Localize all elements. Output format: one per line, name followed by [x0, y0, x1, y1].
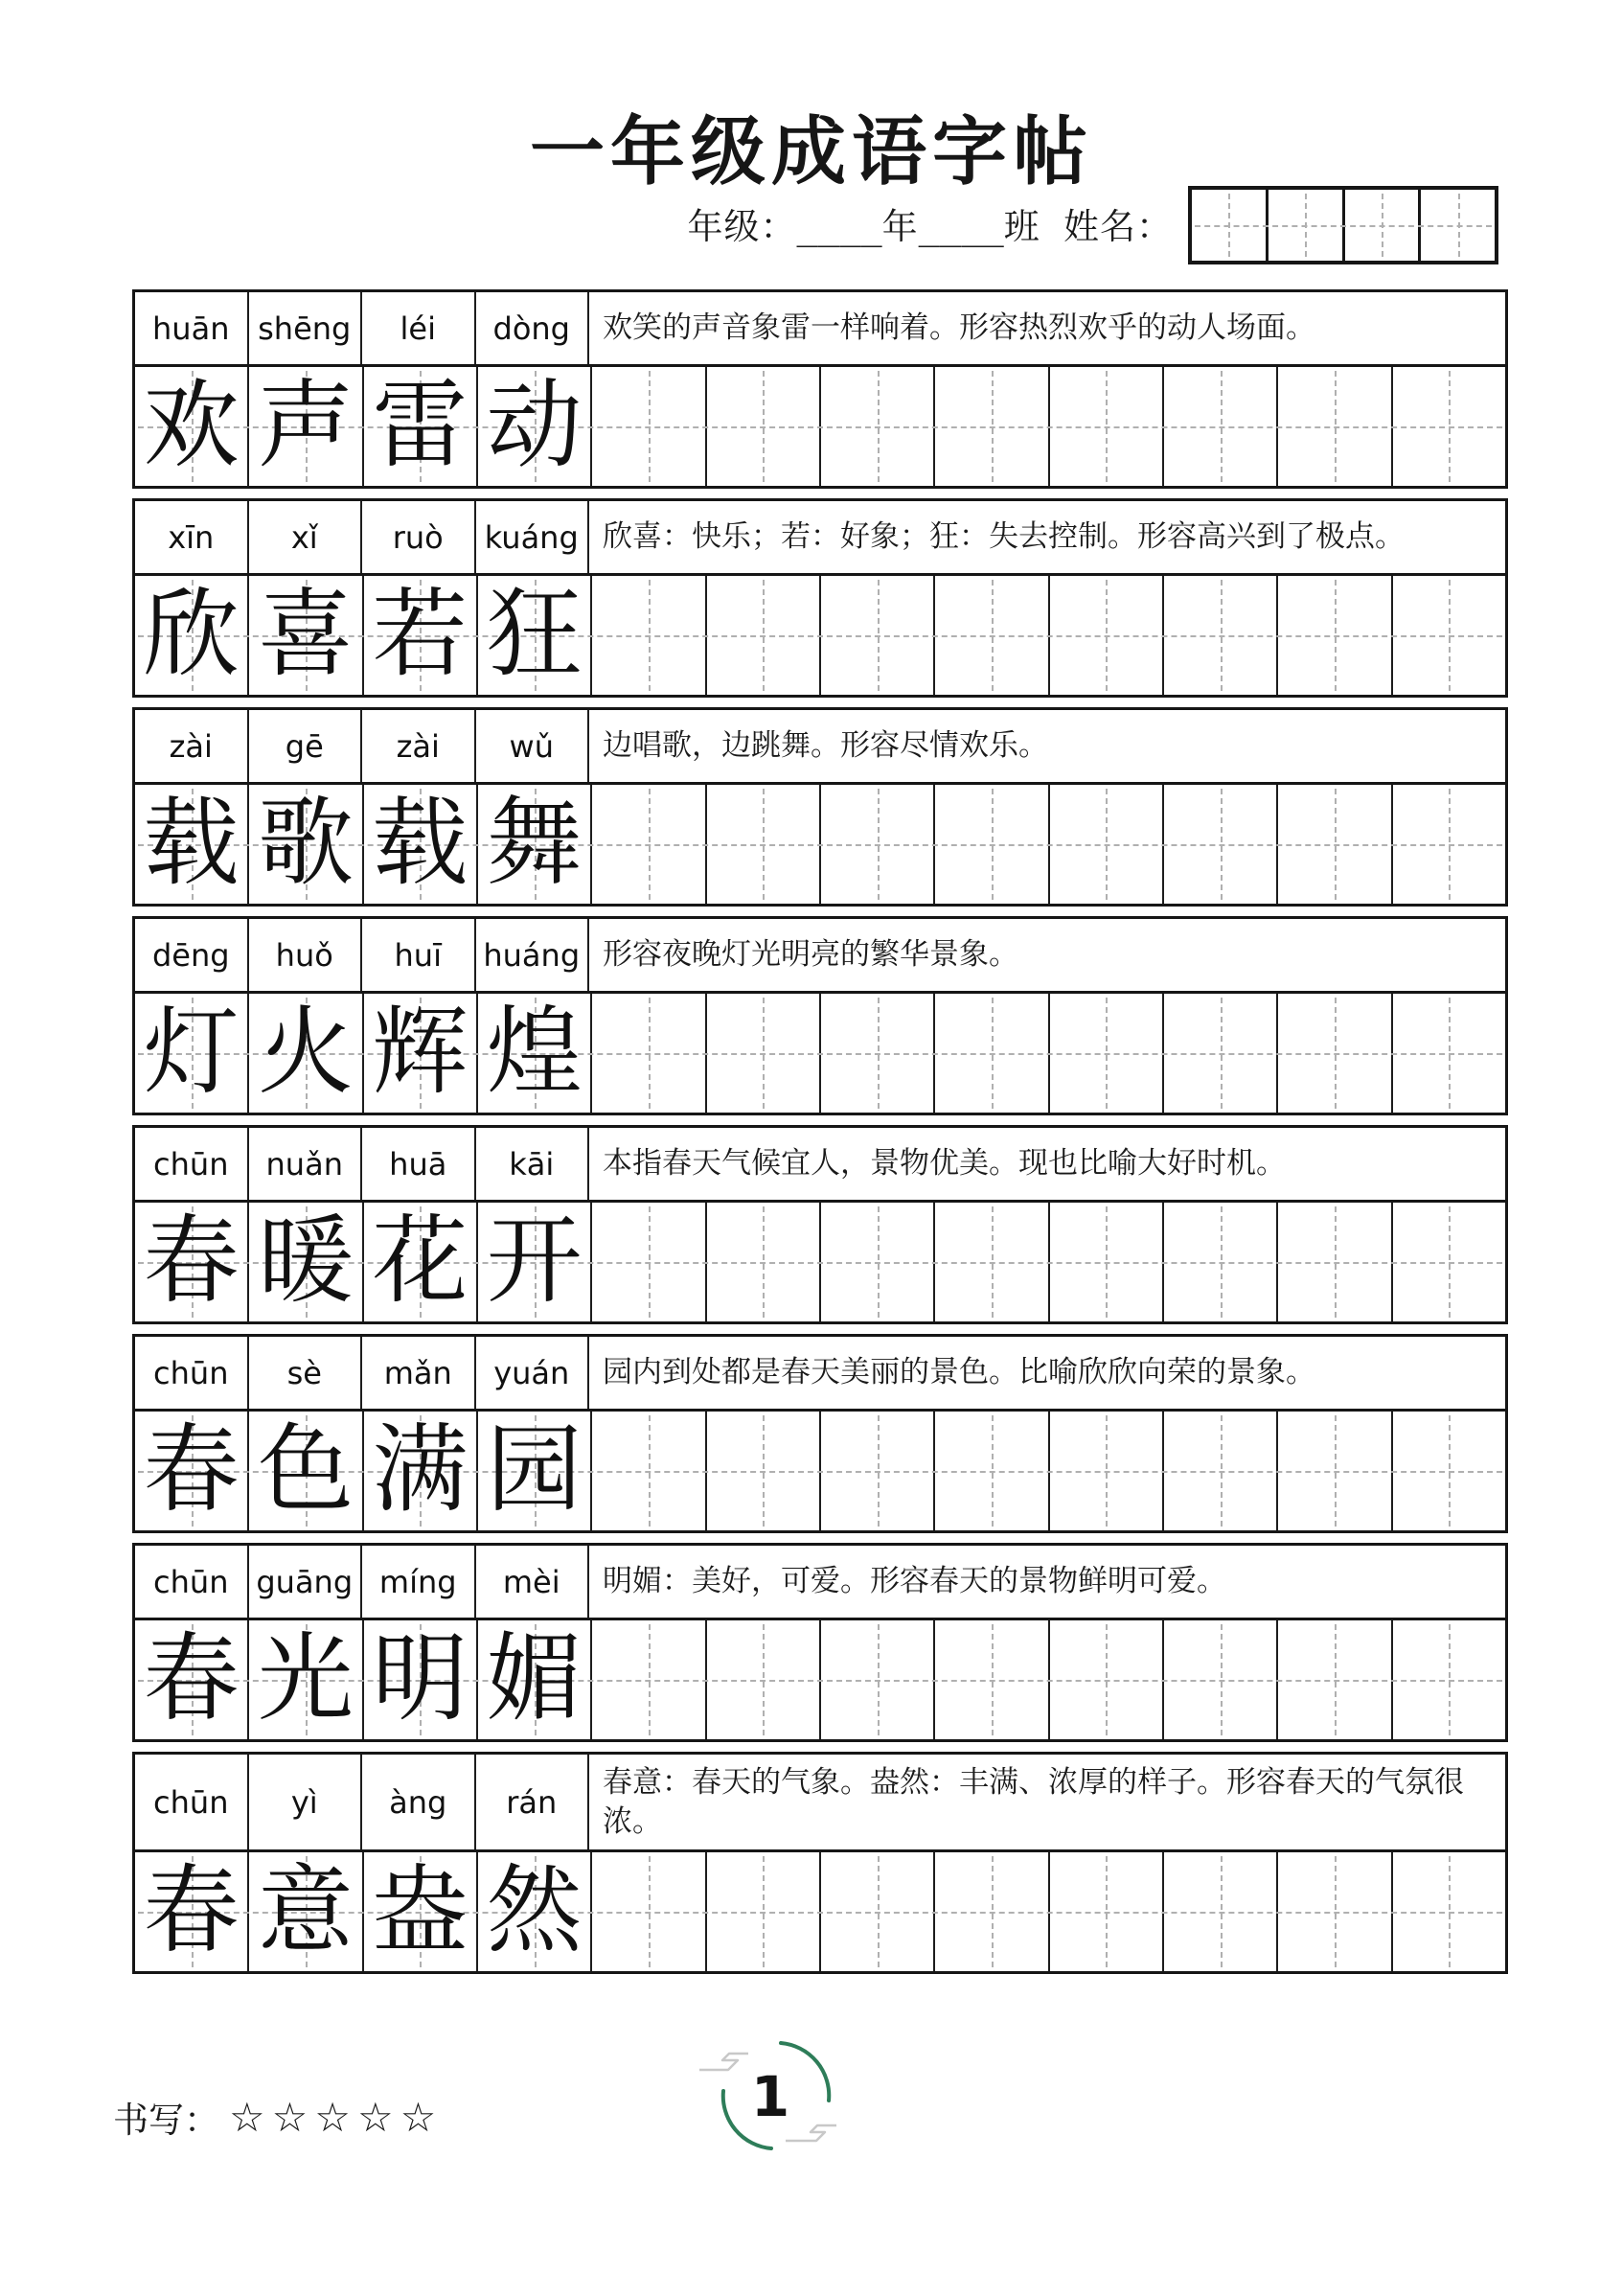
- pinyin-cell: [135, 1128, 249, 1200]
- practice-cell: [592, 994, 706, 1113]
- pinyin-text: gē: [285, 727, 324, 765]
- practice-cell: [592, 785, 706, 904]
- idiom-description: [589, 1755, 1505, 1849]
- idiom-blocks-list: [132, 289, 1508, 1984]
- practice-cell: [935, 785, 1049, 904]
- idiom-character-cell: [249, 576, 363, 695]
- pinyin-text: nuǎn: [265, 1145, 343, 1182]
- idiom-character: 灯: [143, 999, 240, 1106]
- practice-cell: [707, 576, 821, 695]
- idiom-character-cell: [135, 1412, 249, 1530]
- pinyin-cell: [249, 710, 363, 782]
- pinyin-text: xīn: [168, 518, 215, 556]
- pinyin-cell: [135, 292, 249, 364]
- idiom-character-cell: [364, 785, 478, 904]
- idiom-character: 若: [372, 582, 469, 688]
- writing-label: 书写：: [113, 2101, 219, 2141]
- pinyin-cell: [362, 1128, 476, 1200]
- practice-cell: [821, 367, 935, 486]
- idiom-character: 春: [143, 1858, 240, 1964]
- name-grid-cell: [1345, 190, 1422, 261]
- idiom-description: [589, 1546, 1505, 1618]
- idiom-block: [132, 1125, 1508, 1324]
- pinyin-text: wǔ: [509, 727, 554, 765]
- idiom-description: [589, 292, 1505, 364]
- practice-cell: [935, 1203, 1049, 1321]
- pinyin-text: chūn: [153, 1145, 229, 1182]
- idiom-character: 盎: [372, 1858, 469, 1964]
- pinyin-cell: [249, 919, 363, 991]
- pinyin-cell: [362, 292, 476, 364]
- pinyin-text: kuáng: [484, 518, 579, 556]
- idiom-character-cell: [249, 1852, 363, 1971]
- header-line: [688, 186, 1498, 264]
- practice-cell: [707, 1412, 821, 1530]
- practice-cell: [707, 994, 821, 1113]
- idiom-character: 花: [372, 1208, 469, 1315]
- practice-cell: [1278, 1620, 1392, 1739]
- idiom-character-cell: [249, 1620, 363, 1739]
- practice-cell: [592, 1412, 706, 1530]
- idiom-character: 暖: [257, 1208, 354, 1315]
- practice-cell: [1050, 1412, 1164, 1530]
- character-row: [135, 367, 1505, 486]
- pinyin-text: xǐ: [290, 518, 318, 556]
- practice-cell: [1050, 994, 1164, 1113]
- idiom-character: 火: [257, 999, 354, 1106]
- practice-cell: [1050, 1620, 1164, 1739]
- practice-cell: [707, 1620, 821, 1739]
- pinyin-row: [135, 1546, 1505, 1620]
- idiom-character: 载: [372, 791, 469, 897]
- practice-cell: [935, 1412, 1049, 1530]
- character-row: [135, 1412, 1505, 1530]
- pinyin-cell: [135, 1546, 249, 1618]
- character-row: [135, 1852, 1505, 1971]
- name-grid-cell: [1269, 190, 1345, 261]
- page-number: 1: [750, 2064, 790, 2129]
- idiom-character: 舞: [486, 791, 583, 897]
- practice-cell: [1050, 1203, 1164, 1321]
- practice-cell: [1278, 367, 1392, 486]
- idiom-character: 春: [143, 1208, 240, 1315]
- practice-cell: [821, 1620, 935, 1739]
- pinyin-row: [135, 1128, 1505, 1203]
- idiom-description-text: 本指春天气候宜人，景物优美。现也比喻大好时机。: [603, 1146, 1286, 1181]
- idiom-character-cell: [135, 1852, 249, 1971]
- idiom-character: 狂: [486, 582, 583, 688]
- character-row: [135, 576, 1505, 695]
- practice-cell: [821, 1203, 935, 1321]
- idiom-character-cell: [478, 1620, 592, 1739]
- idiom-block: [132, 498, 1508, 698]
- idiom-description: [589, 1337, 1505, 1409]
- idiom-block: [132, 1752, 1508, 1974]
- pinyin-cell: [135, 1755, 249, 1849]
- idiom-character: 煌: [486, 999, 583, 1106]
- practice-cell: [1278, 994, 1392, 1113]
- practice-cell: [1278, 1203, 1392, 1321]
- practice-cell: [821, 994, 935, 1113]
- pinyin-cell: [249, 1128, 363, 1200]
- idiom-description: [589, 1128, 1505, 1200]
- pinyin-text: huān: [152, 310, 230, 347]
- pinyin-cell: [476, 1128, 590, 1200]
- pinyin-cell: [249, 501, 363, 573]
- practice-cell: [935, 994, 1049, 1113]
- idiom-description-text: 形容夜晚灯光明亮的繁华景象。: [603, 937, 1018, 972]
- idiom-character: 欢: [143, 373, 240, 479]
- idiom-character: 媚: [486, 1626, 583, 1733]
- idiom-character-cell: [135, 994, 249, 1113]
- idiom-description-text: 欢笑的声音象雷一样响着。形容热烈欢乎的动人场面。: [603, 310, 1315, 345]
- practice-cell: [1393, 785, 1505, 904]
- pinyin-cell: [362, 1546, 476, 1618]
- idiom-description-text: 园内到处都是春天美丽的景色。比喻欣欣向荣的景象。: [603, 1355, 1315, 1389]
- pinyin-text: míng: [378, 1563, 457, 1600]
- idiom-character-cell: [135, 1620, 249, 1739]
- idiom-character: 色: [257, 1417, 354, 1524]
- pinyin-text: guāng: [256, 1563, 354, 1600]
- pinyin-cell: [476, 1337, 590, 1409]
- pinyin-cell: [362, 919, 476, 991]
- practice-cell: [1278, 785, 1392, 904]
- practice-cell: [935, 576, 1049, 695]
- year-label: 年: [881, 208, 919, 247]
- grade-class-name-labels: [688, 197, 1173, 253]
- practice-cell: [1393, 367, 1505, 486]
- idiom-character-cell: [364, 1620, 478, 1739]
- character-row: [135, 785, 1505, 904]
- idiom-character: 喜: [257, 582, 354, 688]
- practice-cell: [1164, 1852, 1278, 1971]
- pinyin-text: rán: [506, 1783, 558, 1821]
- practice-cell: [1278, 1412, 1392, 1530]
- practice-cell: [1393, 1852, 1505, 1971]
- idiom-character: 辉: [372, 999, 469, 1106]
- idiom-character: 动: [486, 373, 583, 479]
- practice-cell: [1393, 994, 1505, 1113]
- pinyin-row: [135, 919, 1505, 994]
- practice-cell: [592, 367, 706, 486]
- pinyin-text: chūn: [153, 1563, 229, 1600]
- idiom-character: 开: [486, 1208, 583, 1315]
- practice-cell: [707, 367, 821, 486]
- pinyin-cell: [362, 1337, 476, 1409]
- pinyin-text: zài: [169, 727, 213, 765]
- pinyin-cell: [476, 292, 590, 364]
- idiom-character-cell: [364, 367, 478, 486]
- idiom-character-cell: [249, 994, 363, 1113]
- pinyin-cell: [362, 501, 476, 573]
- idiom-description-text: 春意：春天的气象。盎然：丰满、浓厚的样子。形容春天的气氛很浓。: [603, 1764, 1464, 1838]
- practice-cell: [1278, 576, 1392, 695]
- pinyin-row: [135, 710, 1505, 785]
- pinyin-text: mèi: [502, 1563, 560, 1600]
- practice-cell: [1050, 576, 1164, 695]
- character-row: [135, 1203, 1505, 1321]
- practice-cell: [935, 1852, 1049, 1971]
- idiom-character-cell: [135, 1203, 249, 1321]
- idiom-character-cell: [478, 576, 592, 695]
- pinyin-text: shēng: [258, 310, 352, 347]
- practice-cell: [821, 1852, 935, 1971]
- pinyin-cell: [135, 919, 249, 991]
- pinyin-text: mǎn: [383, 1354, 452, 1391]
- idiom-block: [132, 707, 1508, 907]
- practice-cell: [592, 1203, 706, 1321]
- idiom-character: 满: [372, 1417, 469, 1524]
- pinyin-row: [135, 1337, 1505, 1412]
- idiom-character-cell: [249, 1203, 363, 1321]
- idiom-character: 欣: [143, 582, 240, 688]
- name-grid: [1188, 186, 1498, 264]
- practice-cell: [707, 785, 821, 904]
- practice-cell: [821, 1412, 935, 1530]
- pinyin-text: yì: [290, 1783, 318, 1821]
- idiom-block: [132, 1334, 1508, 1533]
- pinyin-cell: [249, 1546, 363, 1618]
- pinyin-cell: [362, 1755, 476, 1849]
- idiom-character: 雷: [372, 373, 469, 479]
- page-title: 一年级成语字帖: [529, 110, 1093, 194]
- idiom-character: 意: [257, 1858, 354, 1964]
- pinyin-row: [135, 1755, 1505, 1852]
- idiom-character-cell: [135, 785, 249, 904]
- idiom-character: 歌: [257, 791, 354, 897]
- idiom-description: [589, 501, 1505, 573]
- pinyin-cell: [476, 1755, 590, 1849]
- practice-cell: [1393, 1620, 1505, 1739]
- idiom-character-cell: [364, 1412, 478, 1530]
- practice-cell: [1278, 1852, 1392, 1971]
- pinyin-text: ruò: [392, 518, 444, 556]
- star-rating: ☆☆☆☆☆: [229, 2097, 444, 2141]
- pinyin-cell: [249, 1337, 363, 1409]
- name-grid-cell: [1421, 190, 1495, 261]
- pinyin-text: huáng: [483, 936, 581, 974]
- character-row: [135, 994, 1505, 1113]
- grade-blank: ____: [796, 206, 882, 247]
- idiom-character-cell: [135, 576, 249, 695]
- idiom-character: 春: [143, 1626, 240, 1733]
- practice-cell: [821, 576, 935, 695]
- idiom-character-cell: [135, 367, 249, 486]
- idiom-description: [589, 710, 1505, 782]
- pinyin-cell: [476, 501, 590, 573]
- pinyin-text: yuán: [493, 1354, 570, 1391]
- page-number-ornament: [678, 2024, 876, 2177]
- idiom-character-cell: [478, 994, 592, 1113]
- idiom-description-text: 边唱歌，边跳舞。形容尽情欢乐。: [603, 728, 1048, 763]
- idiom-character-cell: [478, 367, 592, 486]
- idiom-character-cell: [364, 994, 478, 1113]
- pinyin-cell: [249, 1755, 363, 1849]
- practice-cell: [1164, 1412, 1278, 1530]
- class-label: 班: [1003, 208, 1040, 247]
- practice-cell: [592, 1852, 706, 1971]
- pinyin-text: chūn: [153, 1354, 229, 1391]
- pinyin-text: huī: [394, 936, 442, 974]
- practice-cell: [1393, 1203, 1505, 1321]
- practice-cell: [1164, 367, 1278, 486]
- idiom-character: 光: [257, 1626, 354, 1733]
- pinyin-cell: [476, 710, 590, 782]
- idiom-block: [132, 916, 1508, 1115]
- practice-cell: [1050, 785, 1164, 904]
- practice-cell: [935, 1620, 1049, 1739]
- idiom-character-cell: [364, 576, 478, 695]
- idiom-character-cell: [249, 367, 363, 486]
- name-grid-cell: [1192, 190, 1269, 261]
- pinyin-cell: [362, 710, 476, 782]
- practice-cell: [1164, 1203, 1278, 1321]
- idiom-block: [132, 1543, 1508, 1742]
- practice-cell: [1164, 1620, 1278, 1739]
- pinyin-text: kāi: [509, 1145, 555, 1182]
- pinyin-text: dòng: [492, 310, 570, 347]
- idiom-description-text: 明媚：美好，可爱。形容春天的景物鲜明可爱。: [603, 1564, 1226, 1598]
- idiom-character-cell: [478, 1412, 592, 1530]
- practice-cell: [935, 367, 1049, 486]
- practice-cell: [592, 1620, 706, 1739]
- writing-rating: [113, 2091, 443, 2143]
- practice-cell: [1393, 576, 1505, 695]
- idiom-character: 然: [486, 1858, 583, 1964]
- idiom-block: [132, 289, 1508, 489]
- pinyin-cell: [135, 501, 249, 573]
- character-row: [135, 1620, 1505, 1739]
- idiom-character-cell: [249, 785, 363, 904]
- practice-cell: [1164, 994, 1278, 1113]
- pinyin-text: zài: [396, 727, 440, 765]
- pinyin-cell: [476, 919, 590, 991]
- idiom-character: 载: [143, 791, 240, 897]
- idiom-character-cell: [249, 1412, 363, 1530]
- practice-cell: [707, 1203, 821, 1321]
- pinyin-text: léi: [400, 310, 436, 347]
- pinyin-text: huǒ: [275, 936, 333, 974]
- idiom-character: 声: [257, 373, 354, 479]
- practice-cell: [707, 1852, 821, 1971]
- pinyin-text: dēng: [151, 936, 230, 974]
- pinyin-cell: [135, 1337, 249, 1409]
- practice-cell: [1050, 367, 1164, 486]
- idiom-character-cell: [478, 1203, 592, 1321]
- class-blank: ____: [918, 206, 1004, 247]
- practice-cell: [821, 785, 935, 904]
- name-label: 姓名：: [1063, 208, 1173, 247]
- idiom-description: [589, 919, 1505, 991]
- pinyin-cell: [476, 1546, 590, 1618]
- pinyin-text: huā: [389, 1145, 447, 1182]
- pinyin-row: [135, 292, 1505, 367]
- pinyin-row: [135, 501, 1505, 576]
- pinyin-text: chūn: [153, 1783, 229, 1821]
- practice-cell: [1393, 1412, 1505, 1530]
- idiom-character-cell: [478, 785, 592, 904]
- practice-cell: [1050, 1852, 1164, 1971]
- idiom-character-cell: [364, 1203, 478, 1321]
- practice-cell: [1164, 576, 1278, 695]
- idiom-character-cell: [364, 1852, 478, 1971]
- idiom-description-text: 欣喜：快乐；若：好象；狂：失去控制。形容高兴到了极点。: [603, 519, 1405, 554]
- idiom-character: 明: [372, 1626, 469, 1733]
- idiom-character-cell: [478, 1852, 592, 1971]
- practice-cell: [1164, 785, 1278, 904]
- pinyin-text: àng: [389, 1783, 447, 1821]
- pinyin-cell: [249, 292, 363, 364]
- practice-cell: [592, 576, 706, 695]
- idiom-character: 春: [143, 1417, 240, 1524]
- pinyin-cell: [135, 710, 249, 782]
- grade-label: 年级：: [687, 208, 797, 247]
- pinyin-text: sè: [286, 1354, 322, 1391]
- idiom-character: 园: [486, 1417, 583, 1524]
